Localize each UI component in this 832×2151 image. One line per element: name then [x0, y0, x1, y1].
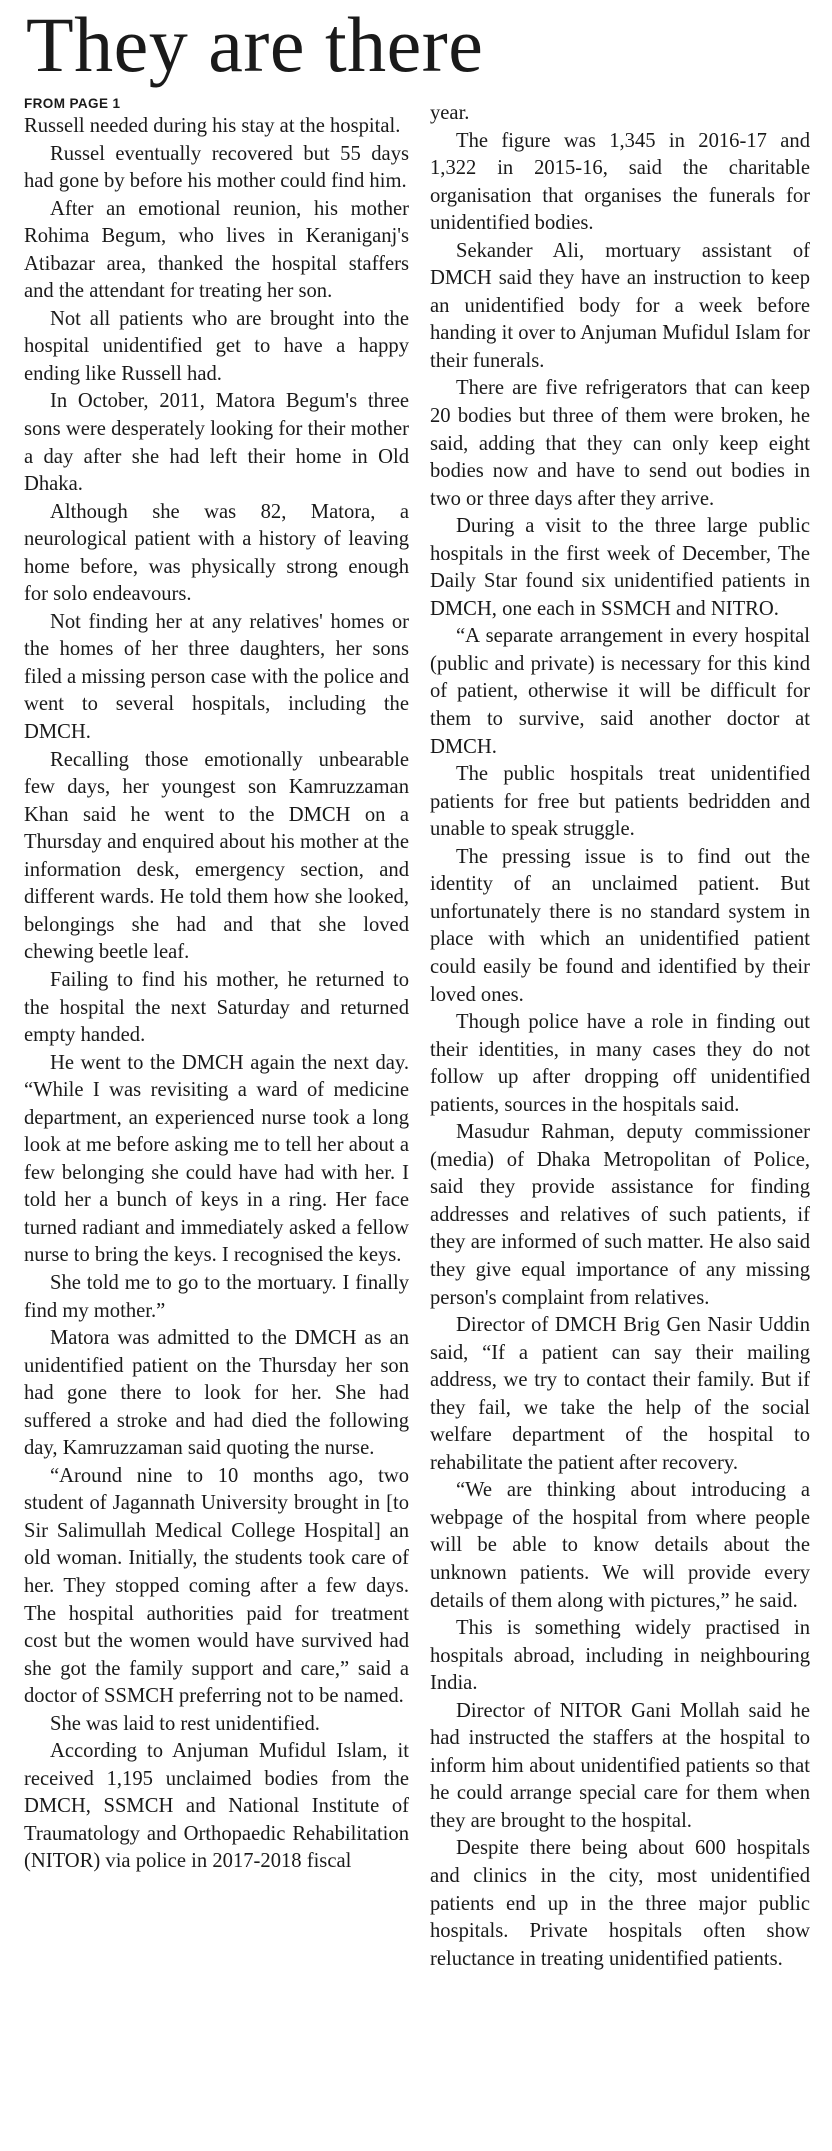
continuation-kicker: FROM PAGE 1: [24, 96, 121, 111]
article-paragraph: Matora was admitted to the DMCH as an unidentified patient on the Thursday her son had gone there to look for her. She had suffered a stroke and had died the following day, Kamruzzaman said quoting the nurse.: [24, 1327, 409, 1460]
article-paragraph: Though police have a role in finding out their identities, in many cases they do not follow up after dropping off unidentified patients, sources in the hospitals said.: [430, 1011, 810, 1116]
article-paragraph: Russel eventually recovered but 55 days had gone by before his mother could find him.: [24, 142, 409, 193]
article-paragraph: Not all patients who are brought into the hospital unidentified get to have a happy ending like Russell had.: [24, 307, 409, 385]
article-paragraph: Despite there being about 600 hospitals and clinics in the city, most unidentified patients end up in the three major public hospitals. Private hospitals often show reluctance in treating unidentified patients.: [430, 1837, 810, 1970]
left-paragraphs: [24, 113, 409, 1876]
article-column-left: [24, 96, 409, 1876]
article-paragraph: “We are thinking about introducing a webpage of the hospital from where people will be able to know details about the unknown patients. We will provide every details of them along with pictures,” he said.: [430, 1479, 810, 1612]
right-paragraphs: [430, 100, 810, 1973]
article-paragraph: There are five refrigerators that can keep 20 bodies but three of them were broken, he said, adding that they can only keep eight bodies now and have to send out bodies in two or three days after they arrive.: [430, 377, 810, 510]
article-paragraph: Not finding her at any relatives' homes or the homes of her three daughters, her sons filed a missing person case with the police and went to several hospitals, including the DMCH.: [24, 610, 409, 744]
article-paragraph: “Around nine to 10 months ago, two student of Jagannath University brought in [to Sir Salimullah Medical College Hospital] an old woman. Initially, the students took care of her. They stopped coming after a few days. The hospital authorities paid for treatment cost but the women would have survived had she got the family support and care,” said a doctor of SSMCH preferring not to be named.: [24, 1464, 409, 1708]
article-paragraph: The pressing issue is to find out the identity of an unclaimed patient. But unfortunately there is no standard system in place with which an unidentified patient could easily be found and identified by their loved ones.: [430, 845, 810, 1006]
article-paragraph: Sekander Ali, mortuary assistant of DMCH said they have an instruction to keep an unidentified body for a week before handing it over to Anjuman Mufidul Islam for their funerals.: [430, 239, 810, 372]
article-paragraph: Failing to find his mother, he returned to the hospital the next Saturday and returned empty handed.: [24, 968, 409, 1047]
article-paragraph: year.: [430, 102, 470, 124]
article-paragraph: “A separate arrangement in every hospital (public and private) is necessary for this kind of patient, otherwise it will be difficult for them to survive, said another doctor at DMCH.: [430, 625, 810, 758]
article-paragraph: After an emotional reunion, his mother Rohima Begum, who lives in Keraniganj's Atibazar area, thanked the hospital staffers and the attendant for treating her son.: [24, 197, 409, 303]
article-paragraph: Russell needed during his stay at the hospital.: [24, 115, 401, 137]
headline: They are there: [26, 1, 484, 88]
article-paragraph: During a visit to the three large public hospitals in the first week of December, The Daily Star found six unidentified patients in DMCH, one each in SSMCH and NITRO.: [430, 515, 810, 620]
article-paragraph: Masudur Rahman, deputy commissioner (media) of Dhaka Metropolitan of Police, said they provide assistance for finding addresses and relatives of such patients, if they are informed of such matter. He also said they give equal importance of any missing person's complaint from relatives.: [430, 1121, 810, 1309]
article-paragraph: She told me to go to the mortuary. I finally find my mother.”: [24, 1271, 409, 1322]
article-paragraph: According to Anjuman Mufidul Islam, it received 1,195 unclaimed bodies from the DMCH, SSMCH and National Institute of Traumatology and Orthopaedic Rehabilitation (NITOR) via police in 2017-2018 fiscal: [24, 1740, 409, 1873]
article-paragraph: This is something widely practised in hospitals abroad, including in neighbouring India.: [430, 1617, 810, 1695]
article-paragraph: The figure was 1,345 in 2016-17 and 1,322 in 2015-16, said the charitable organisation that organises the funerals for unidentified bodies.: [430, 129, 810, 235]
article-paragraph: She was laid to rest unidentified.: [50, 1712, 320, 1735]
article-paragraph: Director of DMCH Brig Gen Nasir Uddin said, “If a patient can say their mailing address, we try to contact their family. But if they fail, we take the help of the social welfare department of the hospital to rehabilitate the patient after recovery.: [430, 1314, 810, 1474]
article-paragraph: The public hospitals treat unidentified patients for free but patients bedridden and unable to speak struggle.: [430, 763, 810, 841]
article-paragraph: In October, 2011, Matora Begum's three sons were desperately looking for their mother a day after she had left their home in Old Dhaka.: [24, 390, 409, 496]
article-column-right: [430, 100, 810, 1973]
article-paragraph: He went to the DMCH again the next day. “While I was revisiting a ward of medicine department, an experienced nurse took a long look at me before asking me to tell her about a few belonging she could have had with her. I told her a bunch of keys in a ring. Her face turned radiant and immediately asked a fellow nurse to bring the keys. I recognised the keys.: [24, 1051, 409, 1267]
article-paragraph: Although she was 82, Matora, a neurological patient with a history of leaving home before, was physically strong enough for solo endeavours.: [24, 500, 409, 606]
article-paragraph: Director of NITOR Gani Mollah said he had instructed the staffers at the hospital to inform him about unidentified patients so that he could arrange special care for them when they are brought to the hospital.: [430, 1699, 810, 1832]
article-paragraph: Recalling those emotionally unbearable few days, her youngest son Kamruzzaman Khan said he went to the DMCH on a Thursday and enquired about his mother at the information desk, emergency section, and different wards. He told them how she looked, belongings she had and that she loved chewing beetle leaf.: [24, 748, 409, 964]
